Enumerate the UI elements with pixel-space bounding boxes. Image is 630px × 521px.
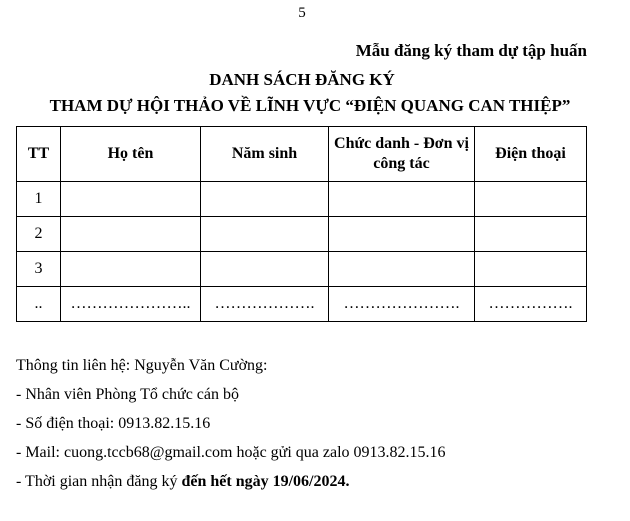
- cell-tt: 2: [17, 217, 61, 252]
- cell-position-unit: [329, 217, 475, 252]
- cell-phone: …………….: [475, 287, 587, 322]
- contact-intro: Thông tin liên hệ: Nguyễn Văn Cường:: [16, 357, 268, 374]
- form-note: Mẫu đăng ký tham dự tập huấn: [355, 41, 587, 60]
- table-header-row: [17, 127, 587, 182]
- cell-position-unit: [329, 252, 475, 287]
- cell-birth-year: [201, 252, 329, 287]
- cell-tt: 1: [17, 182, 61, 217]
- cell-phone: [475, 217, 587, 252]
- document-subtitle: THAM DỰ HỘI THẢO VỀ LĨNH VỰC “ĐIỆN QUANG CAN THIỆP”: [49, 96, 571, 115]
- cell-name: [61, 252, 201, 287]
- table-row: [17, 182, 587, 217]
- header-name: Họ tên: [61, 127, 201, 182]
- table-row: [17, 252, 587, 287]
- contact-position: - Nhân viên Phòng Tổ chức cán bộ: [16, 386, 239, 403]
- header-tt: TT: [17, 127, 61, 182]
- cell-name: [61, 182, 201, 217]
- contact-phone: - Số điện thoại: 0913.82.15.16: [16, 415, 211, 432]
- cell-tt: 3: [17, 252, 61, 287]
- cell-phone: [475, 182, 587, 217]
- header-birth-year: Năm sinh: [201, 127, 329, 182]
- cell-birth-year: ……………….: [201, 287, 329, 322]
- header-phone: Điện thoại: [475, 127, 587, 182]
- registration-table: [16, 126, 587, 322]
- cell-name: [61, 217, 201, 252]
- cell-birth-year: [201, 217, 329, 252]
- cell-position-unit: ………………….: [329, 287, 475, 322]
- table-row: [17, 287, 587, 322]
- header-position-unit: Chức danh - Đơn vị công tác: [329, 127, 475, 182]
- cell-birth-year: [201, 182, 329, 217]
- cell-tt: ..: [17, 287, 61, 322]
- cell-position-unit: [329, 182, 475, 217]
- document-title: DANH SÁCH ĐĂNG KÝ: [209, 70, 395, 89]
- page-number: 5: [298, 5, 306, 21]
- contact-info: [16, 351, 446, 496]
- table-row: [17, 217, 587, 252]
- contact-deadline: [16, 467, 446, 496]
- contact-mail: - Mail: cuong.tccb68@gmail.com hoặc gửi qua zalo 0913.82.15.16: [16, 444, 446, 461]
- deadline-date: đến hết ngày 19/06/2024.: [181, 473, 350, 490]
- cell-phone: [475, 252, 587, 287]
- cell-name: …………………..: [61, 287, 201, 322]
- deadline-prefix: - Thời gian nhận đăng ký: [16, 473, 182, 490]
